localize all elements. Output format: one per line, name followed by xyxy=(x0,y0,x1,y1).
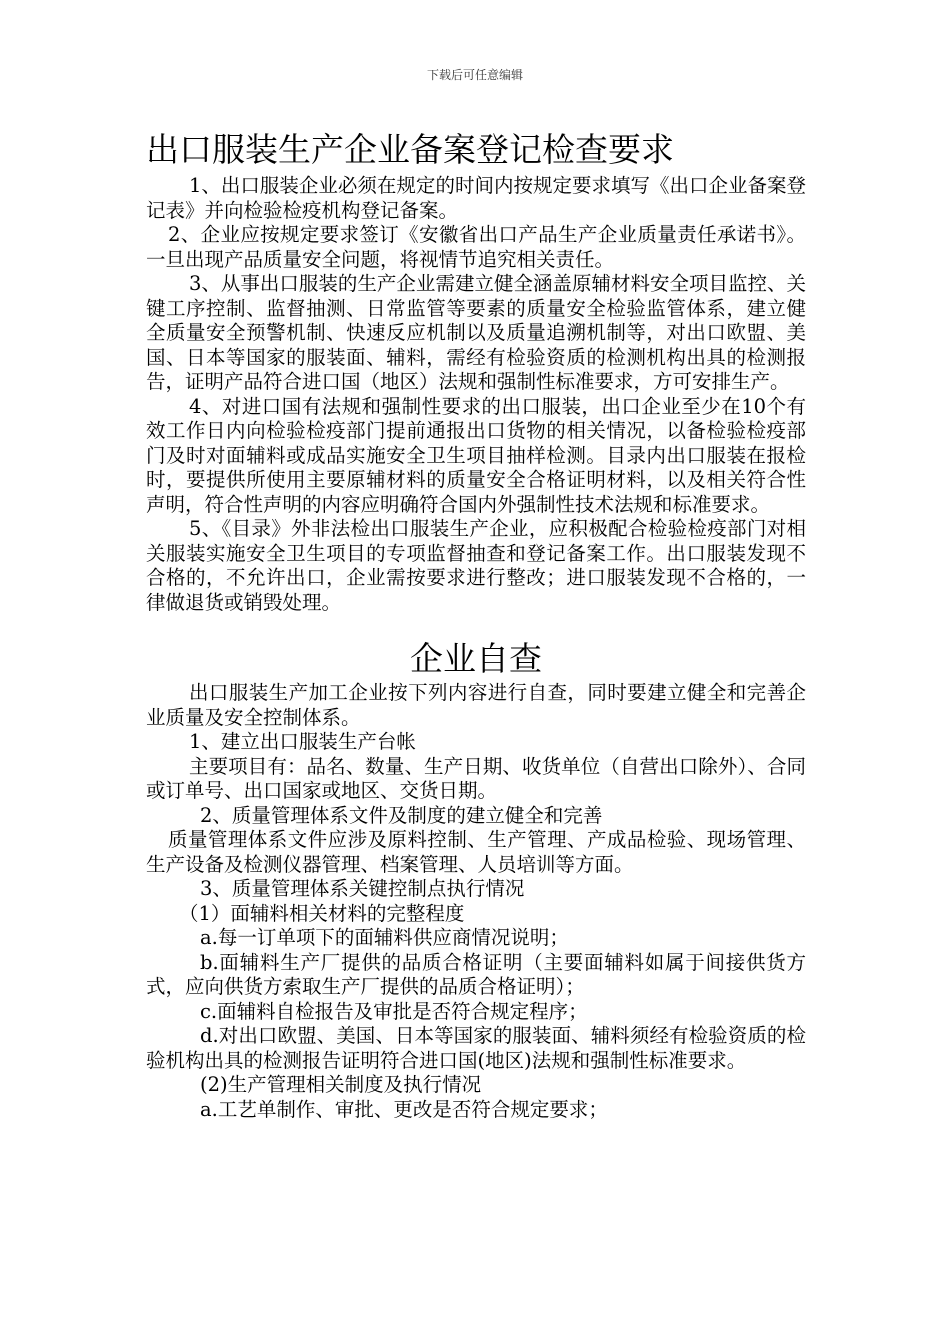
section-title-self-inspection: 企业自查 xyxy=(410,639,542,678)
paragraph-subitem-1-heading: （1）面辅料相关材料的完整程度 xyxy=(179,901,465,925)
paragraph-subitem-1b: b.面辅料生产厂提供的品质合格证明（主要面辅料如属于间接供货方式，应向供货方索取生产厂提供的品质合格证明）； xyxy=(146,950,806,998)
paragraph-subitem-2-heading: (2)生产管理相关制度及执行情况 xyxy=(200,1073,482,1096)
paragraph-item-2-detail: 质量管理体系文件应涉及原料控制、生产管理、产成品检验、现场管理、生产设备及检测仪器管理、档案管理、人员培训等方面。 xyxy=(146,828,806,876)
paragraph-requirement-5: 5、《目录》外非法检出口服装生产企业，应积极配合检验检疫部门对相关服装实施安全卫生项目的专项监督抽查和登记备案工作。出口服装发现不合格的，不允许出口，企业需按要求进行整改；进口服装发现不合格的，一律做退货或销毁处理。 xyxy=(146,517,806,614)
document-body xyxy=(146,128,806,1122)
paragraph-item-3-heading: 3、质量管理体系关键控制点执行情况 xyxy=(200,877,525,900)
paragraph-item-1-detail: 主要项目有：品名、数量、生产日期、收货单位（自营出口除外）、合同或订单号、出口国家或地区、交货日期。 xyxy=(146,754,806,802)
section-title-registration: 出口服装生产企业备案登记检查要求 xyxy=(146,130,674,169)
paragraph-requirement-3: 3、从事出口服装的生产企业需建立健全涵盖原辅材料安全项目监控、关键工序控制、监督抽测、日常监管等要素的质量安全检验监管体系，建立健全质量安全预警机制、快速反应机制以及质量追溯机制等，对出口欧盟、美国、日本等国家的服装面、辅料，需经有检验资质的检测机构出具的检测报告，证明产品符合进口国（地区）法规和强制性标准要求，方可安排生产。 xyxy=(146,272,806,393)
paragraph-item-2-heading: 2、质量管理体系文件及制度的建立健全和完善 xyxy=(200,803,603,827)
paragraph-subitem-1d: d.对出口欧盟、美国、日本等国家的服装面、辅料须经有检验资质的检验机构出具的检测报告证明符合进口国(地区)法规和强制性标准要求。 xyxy=(146,1024,806,1072)
paragraph-requirement-2: 2、企业应按规定要求签订《安徽省出口产品生产企业质量责任承诺书》。一旦出现产品质量安全问题，将视情节追究相关责任。 xyxy=(146,223,806,271)
paragraph-subitem-1c: c.面辅料自检报告及审批是否符合规定程序； xyxy=(200,999,588,1023)
section-spacer xyxy=(146,615,806,637)
paragraph-requirement-4: 4、对进口国有法规和强制性要求的出口服装，出口企业至少在10个有效工作日内向检验检疫部门提前通报出口货物的相关情况，以备检验检疫部门及时对面辅料或成品实施安全卫生项目抽样检测。目录内出口服装在报检时，要提供所使用主要原辅材料的质量安全合格证明材料，以及相关符合性声明，符合性声明的内容应明确符合国内外强制性技术法规和标准要求。 xyxy=(146,394,806,516)
paragraph-requirement-1: 1、出口服装企业必须在规定的时间内按规定要求填写《出口企业备案登记表》并向检验检疫机构登记备案。 xyxy=(146,174,806,222)
page-header-note: 下载后可任意编辑 xyxy=(426,68,523,82)
paragraph-self-intro: 出口服装生产加工企业按下列内容进行自查，同时要建立健全和完善企业质量及安全控制体系。 xyxy=(146,681,806,729)
paragraph-subitem-2a: a.工艺单制作、审批、更改是否符合规定要求； xyxy=(200,1097,608,1121)
paragraph-subitem-1a: a.每一订单项下的面辅料供应商情况说明； xyxy=(200,926,569,949)
paragraph-item-1-heading: 1、建立出口服装生产台帐 xyxy=(189,730,416,753)
